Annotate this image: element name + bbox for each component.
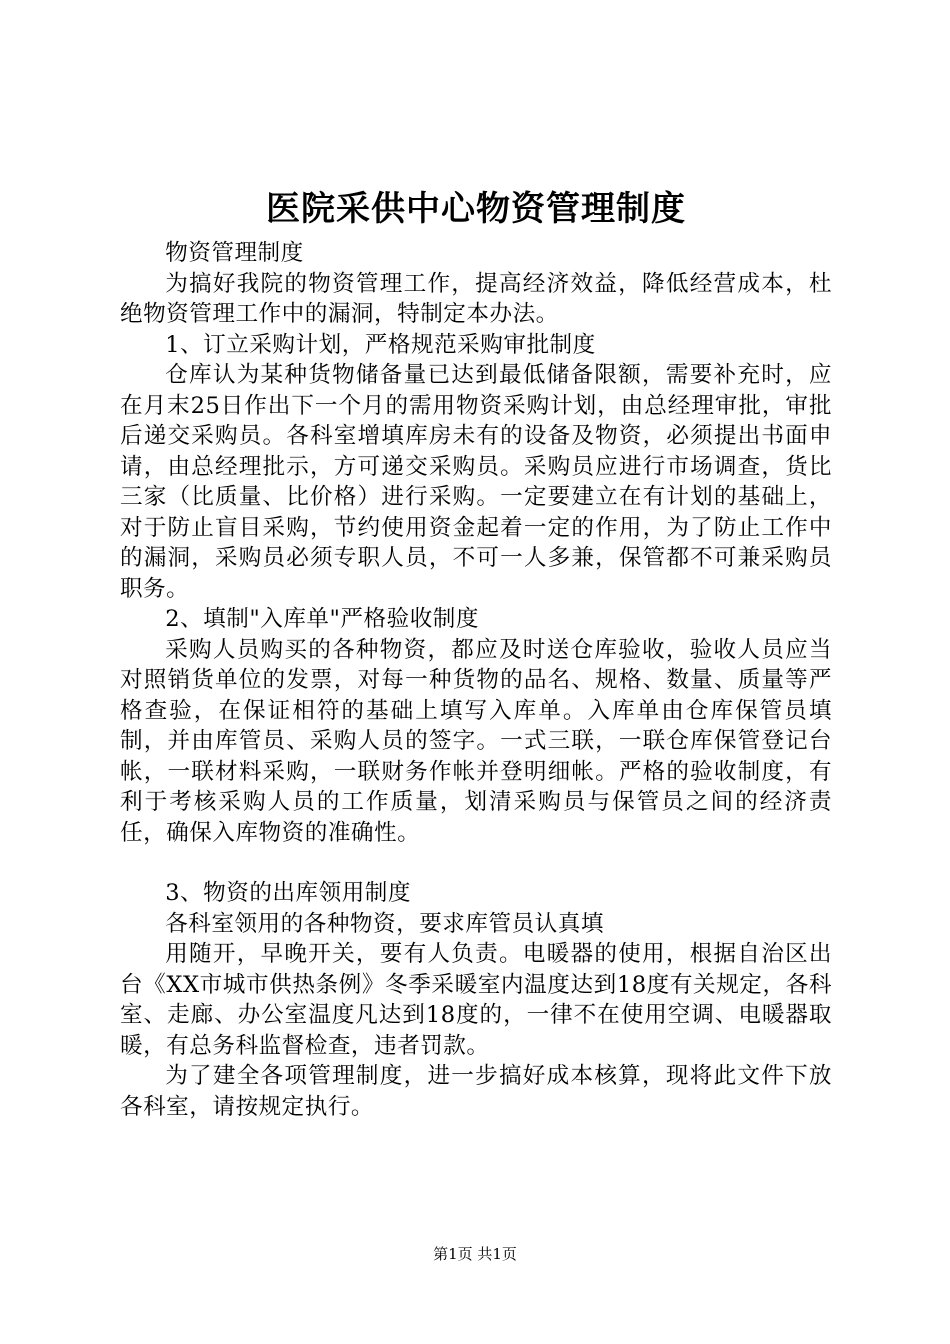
section-heading-2: 2、填制"入库单"严格验收制度 <box>165 606 479 632</box>
paragraph-closing: 为了建全各项管理制度，进一步搞好成本核算，现将此文件下放各科室，请按规定执行。 <box>120 1063 832 1120</box>
section-heading-3: 3、物资的出库领用制度 <box>165 880 411 906</box>
paragraph-section-3b: 用随开，早晚开关，要有人负责。电暖器的使用，根据自治区出台《XX市城市供热条例》冬季采暖室内温度达到18度有关规定，各科室、走廊、办公室温度凡达到18度的，一律不在使用空调、电暖器取暖，有总务科监督检查，违者罚款。 <box>120 941 832 1059</box>
paragraph-intro: 为搞好我院的物资管理工作，提高经济效益，降低经营成本，杜绝物资管理工作中的漏洞，特制定本办法。 <box>120 270 832 327</box>
document-body <box>120 186 832 1122</box>
paragraph-subtitle: 物资管理制度 <box>165 240 304 266</box>
paragraph-section-3a: 各科室领用的各种物资，要求库管员认真填 <box>165 910 604 937</box>
document-title: 医院采供中心物资管理制度 <box>266 189 686 229</box>
paragraph-section-2: 采购人员购买的各种物资，都应及时送仓库验收，验收人员应当对照销货单位的发票，对每一种货物的品名、规格、数量、质量等严格查验，在保证相符的基础上填写入库单。入库单由仓库保管员填制，并由库管员、采购人员的签字。一式三联，一联仓库保管登记台帐，一联材料采购，一联财务作帐并登明细帐。严格的验收制度，有利于考核采购人员的工作质量，划清采购员与保管员之间的经济责任，确保入库物资的准确性。 <box>120 636 832 846</box>
section-heading-1: 1、订立采购计划，严格规范采购审批制度 <box>165 331 596 358</box>
page-footer: 第1页 共1页 <box>433 1245 517 1263</box>
paragraph-section-1: 仓库认为某种货物储备量已达到最低储备限额，需要补充时，应在月末25日作出下一个月的需用物资采购计划，由总经理审批，审批后递交采购员。各科室增填库房未有的设备及物资，必须提出书面申请，由总经理批示，方可递交采购员。采购员应进行市场调查，货比三家（比质量、比价格）进行采购。一定要建立在有计划的基础上，对于防止盲目采购，节约使用资金起着一定的作用，为了防止工作中的漏洞，采购员必须专职人员，不可一人多兼，保管都不可兼采购员职务。 <box>120 362 832 602</box>
